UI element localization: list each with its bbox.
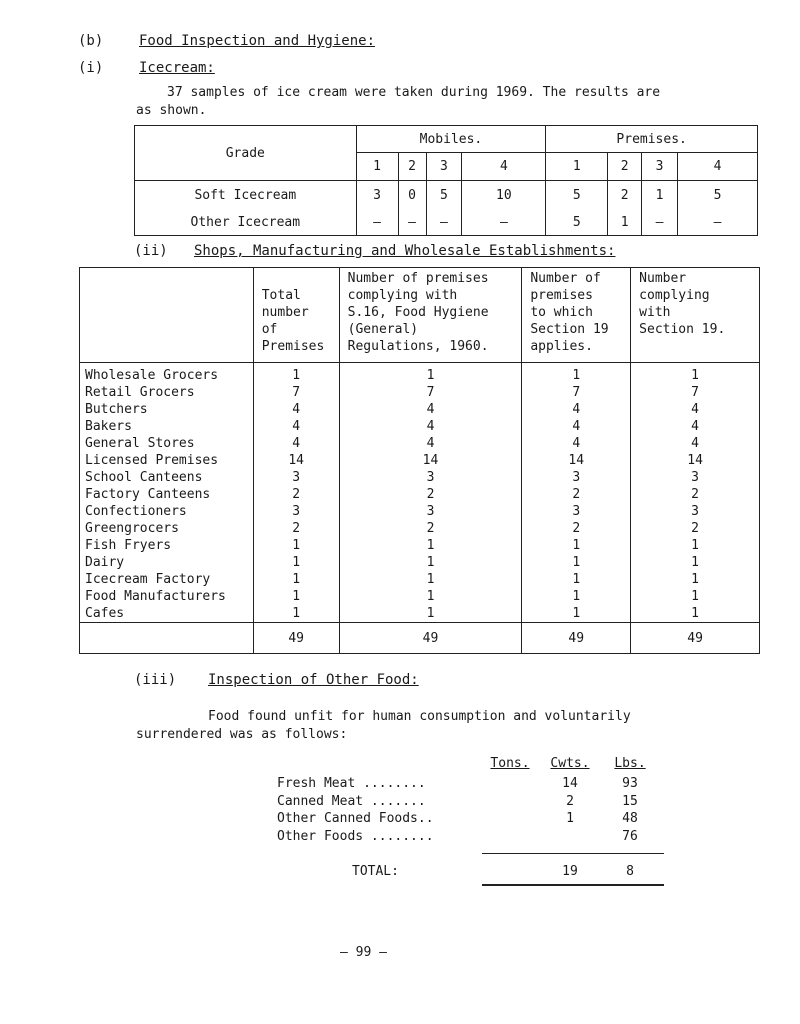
grade-header: Grade <box>135 126 357 181</box>
name-header-blank <box>80 268 254 363</box>
value-cell: 3 <box>631 469 760 486</box>
value-cell: 14 <box>339 452 522 469</box>
total-rule-top <box>482 853 664 854</box>
value-cell: 3 <box>522 503 631 520</box>
value-cell: 4 <box>522 418 631 435</box>
value-cell: 3 <box>356 181 398 210</box>
table-row <box>80 401 760 418</box>
value-cell: 4 <box>339 418 522 435</box>
totals-blank <box>80 623 254 654</box>
value-cell: 1 <box>339 571 522 588</box>
value-cell: 2 <box>631 520 760 537</box>
value-cell: 1 <box>631 605 760 623</box>
value-cell: – <box>678 209 758 236</box>
header-line: complying <box>639 288 710 303</box>
mobiles-header: Mobiles. <box>356 126 546 153</box>
food-item-name: Canned Meat ....... <box>277 794 426 809</box>
value-cell: 1 <box>339 605 522 623</box>
total-cwts: 19 <box>562 864 578 879</box>
value-cell: 14 <box>253 452 339 469</box>
total-cell: 49 <box>253 623 339 654</box>
tons-header: Tons. <box>490 756 530 771</box>
header-line: (General) <box>347 322 419 337</box>
value-cell: 2 <box>339 486 522 503</box>
complying19-header <box>631 268 760 363</box>
value-cell: – <box>398 209 426 236</box>
lbs-header: Lbs. <box>614 756 646 771</box>
value-cell: 5 <box>546 181 608 210</box>
header-line: Regulations, 1960. <box>347 339 489 354</box>
value-cell: 1 <box>339 363 522 385</box>
establishment-name: Icecream Factory <box>85 572 211 587</box>
food-item-lbs: 93 <box>622 776 638 791</box>
establishment-name: Dairy <box>85 555 125 570</box>
value-cell: 3 <box>339 503 522 520</box>
value-cell: 1 <box>642 181 678 210</box>
total-cell: 49 <box>631 623 760 654</box>
value-cell: 3 <box>339 469 522 486</box>
value-cell: 1 <box>522 571 631 588</box>
table-row <box>80 554 760 571</box>
section19-header <box>522 268 631 363</box>
establishment-name: Licensed Premises <box>85 453 219 468</box>
establishment-name: Factory Canteens <box>85 487 211 502</box>
value-cell: 4 <box>522 401 631 418</box>
header-line: with <box>639 305 671 320</box>
food-item-name: Fresh Meat ........ <box>277 776 426 791</box>
shops-title: Shops, Manufacturing and Wholesale Establishments: <box>194 243 616 259</box>
header-line: applies. <box>530 339 593 354</box>
header-line: Total <box>261 288 301 303</box>
food-item-lbs: 15 <box>622 794 638 809</box>
establishment-name: Food Manufacturers <box>85 589 226 604</box>
header-line: Number of <box>530 271 601 286</box>
value-cell: – <box>356 209 398 236</box>
value-cell: 14 <box>522 452 631 469</box>
value-cell: 7 <box>339 384 522 401</box>
value-cell: 1 <box>608 209 642 236</box>
value-cell: 1 <box>253 554 339 571</box>
premises-grade-3: 3 <box>642 153 678 181</box>
total-label: TOTAL: <box>352 864 399 879</box>
header-line: to which <box>530 305 593 320</box>
value-cell: – <box>462 209 546 236</box>
value-cell: 3 <box>253 469 339 486</box>
premises-grade-2: 2 <box>608 153 642 181</box>
value-cell: 14 <box>631 452 760 469</box>
food-item-name: Other Canned Foods.. <box>277 811 434 826</box>
grade-cell: Other Icecream <box>190 214 301 230</box>
value-cell: 1 <box>253 537 339 554</box>
value-cell: 0 <box>398 181 426 210</box>
premises-grade-1: 1 <box>546 153 608 181</box>
value-cell: 1 <box>522 554 631 571</box>
inspection-title: Inspection of Other Food: <box>208 672 419 688</box>
total-cell: 49 <box>522 623 631 654</box>
table-row <box>80 605 760 623</box>
value-cell: 5 <box>678 181 758 210</box>
value-cell: 1 <box>522 537 631 554</box>
establishment-name: Greengrocers <box>85 521 179 536</box>
value-cell: 2 <box>522 520 631 537</box>
icecream-intro-line2: as shown. <box>136 103 207 118</box>
value-cell: 2 <box>608 181 642 210</box>
table-row <box>80 384 760 401</box>
value-cell: 1 <box>631 571 760 588</box>
value-cell: 4 <box>339 435 522 452</box>
value-cell: 1 <box>253 363 339 385</box>
value-cell: – <box>426 209 462 236</box>
inspection-intro-line2: surrendered was as follows: <box>136 727 348 742</box>
value-cell: 1 <box>631 554 760 571</box>
value-cell: 4 <box>339 401 522 418</box>
value-cell: 1 <box>339 537 522 554</box>
food-item-name: Other Foods ........ <box>277 829 434 844</box>
value-cell: 1 <box>631 588 760 605</box>
value-cell: 5 <box>426 181 462 210</box>
header-line: Premises <box>261 339 325 354</box>
shops-label: (ii) <box>134 243 168 259</box>
cwts-header: Cwts. <box>550 756 590 771</box>
table-row <box>80 537 760 554</box>
icecream-label: (i) <box>78 60 104 76</box>
value-cell: 1 <box>253 588 339 605</box>
table-row <box>80 486 760 503</box>
value-cell: – <box>642 209 678 236</box>
header-line: premises <box>530 288 593 303</box>
section-b-title: Food Inspection and Hygiene: <box>139 33 376 49</box>
establishment-name: Bakers <box>85 419 132 434</box>
header-line: number <box>261 305 309 320</box>
mobile-grade-3: 3 <box>426 153 462 181</box>
food-item-cwts: 14 <box>562 776 578 791</box>
value-cell: 7 <box>631 384 760 401</box>
food-item-lbs: 48 <box>622 811 638 826</box>
complying-header <box>339 268 522 363</box>
total-rule-bottom <box>482 884 664 886</box>
establishment-name: School Canteens <box>85 470 203 485</box>
value-cell: 1 <box>522 605 631 623</box>
icecream-table <box>134 125 758 236</box>
premises-grade-4: 4 <box>678 153 758 181</box>
food-item-cwts: 1 <box>566 811 574 826</box>
header-line: Section 19. <box>639 322 726 337</box>
grade-cell: Soft Icecream <box>194 187 297 203</box>
header-line: Number <box>639 271 687 286</box>
value-cell: 4 <box>253 418 339 435</box>
icecream-title: Icecream: <box>139 60 215 76</box>
table-row <box>135 181 758 210</box>
inspection-intro-line1: Food found unfit for human consumption and voluntarily <box>208 709 631 724</box>
value-cell: 4 <box>253 435 339 452</box>
value-cell: 4 <box>253 401 339 418</box>
value-cell: 5 <box>546 209 608 236</box>
table-row <box>80 469 760 486</box>
header-line: Section 19 <box>530 322 609 337</box>
table-row <box>80 571 760 588</box>
value-cell: 4 <box>631 401 760 418</box>
value-cell: 4 <box>522 435 631 452</box>
establishment-name: Fish Fryers <box>85 538 172 553</box>
table-row <box>80 520 760 537</box>
establishment-name: General Stores <box>85 436 195 451</box>
value-cell: 3 <box>631 503 760 520</box>
header-line: Number of premises <box>347 271 489 286</box>
establishment-name: Butchers <box>85 402 148 417</box>
header-line: of <box>261 322 278 337</box>
shops-table <box>79 267 760 654</box>
value-cell: 1 <box>339 554 522 571</box>
value-cell: 7 <box>522 384 631 401</box>
header-line: complying with <box>347 288 458 303</box>
value-cell: 2 <box>631 486 760 503</box>
value-cell: 1 <box>339 588 522 605</box>
total-lbs: 8 <box>626 864 634 879</box>
food-item-cwts: 2 <box>566 794 574 809</box>
table-row <box>80 452 760 469</box>
value-cell: 1 <box>631 537 760 554</box>
value-cell: 10 <box>462 181 546 210</box>
table-row <box>80 503 760 520</box>
table-row <box>80 418 760 435</box>
inspection-label: (iii) <box>134 672 177 688</box>
value-cell: 4 <box>631 418 760 435</box>
value-cell: 3 <box>522 469 631 486</box>
establishment-name: Retail Grocers <box>85 385 195 400</box>
table-row <box>80 588 760 605</box>
table-row <box>80 363 760 385</box>
total-header <box>253 268 339 363</box>
value-cell: 1 <box>631 363 760 385</box>
value-cell: 1 <box>522 363 631 385</box>
value-cell: 7 <box>253 384 339 401</box>
mobile-grade-1: 1 <box>356 153 398 181</box>
totals-row <box>80 623 760 654</box>
page-number: – 99 – <box>340 945 387 960</box>
header-line: S.16, Food Hygiene <box>347 305 489 320</box>
section-b-label: (b) <box>78 33 104 49</box>
establishment-name: Wholesale Grocers <box>85 368 219 383</box>
total-cell: 49 <box>339 623 522 654</box>
value-cell: 1 <box>522 588 631 605</box>
value-cell: 2 <box>522 486 631 503</box>
value-cell: 1 <box>253 605 339 623</box>
table-row <box>80 435 760 452</box>
value-cell: 3 <box>253 503 339 520</box>
value-cell: 2 <box>339 520 522 537</box>
table-row <box>135 209 758 236</box>
mobile-grade-4: 4 <box>462 153 546 181</box>
icecream-intro-line1: 37 samples of ice cream were taken during 1969. The results are <box>167 85 661 100</box>
value-cell: 1 <box>253 571 339 588</box>
food-item-lbs: 76 <box>622 829 638 844</box>
value-cell: 4 <box>631 435 760 452</box>
value-cell: 2 <box>253 520 339 537</box>
establishment-name: Confectioners <box>85 504 187 519</box>
mobile-grade-2: 2 <box>398 153 426 181</box>
establishment-name: Cafes <box>85 606 125 621</box>
premises-header: Premises. <box>546 126 758 153</box>
value-cell: 2 <box>253 486 339 503</box>
